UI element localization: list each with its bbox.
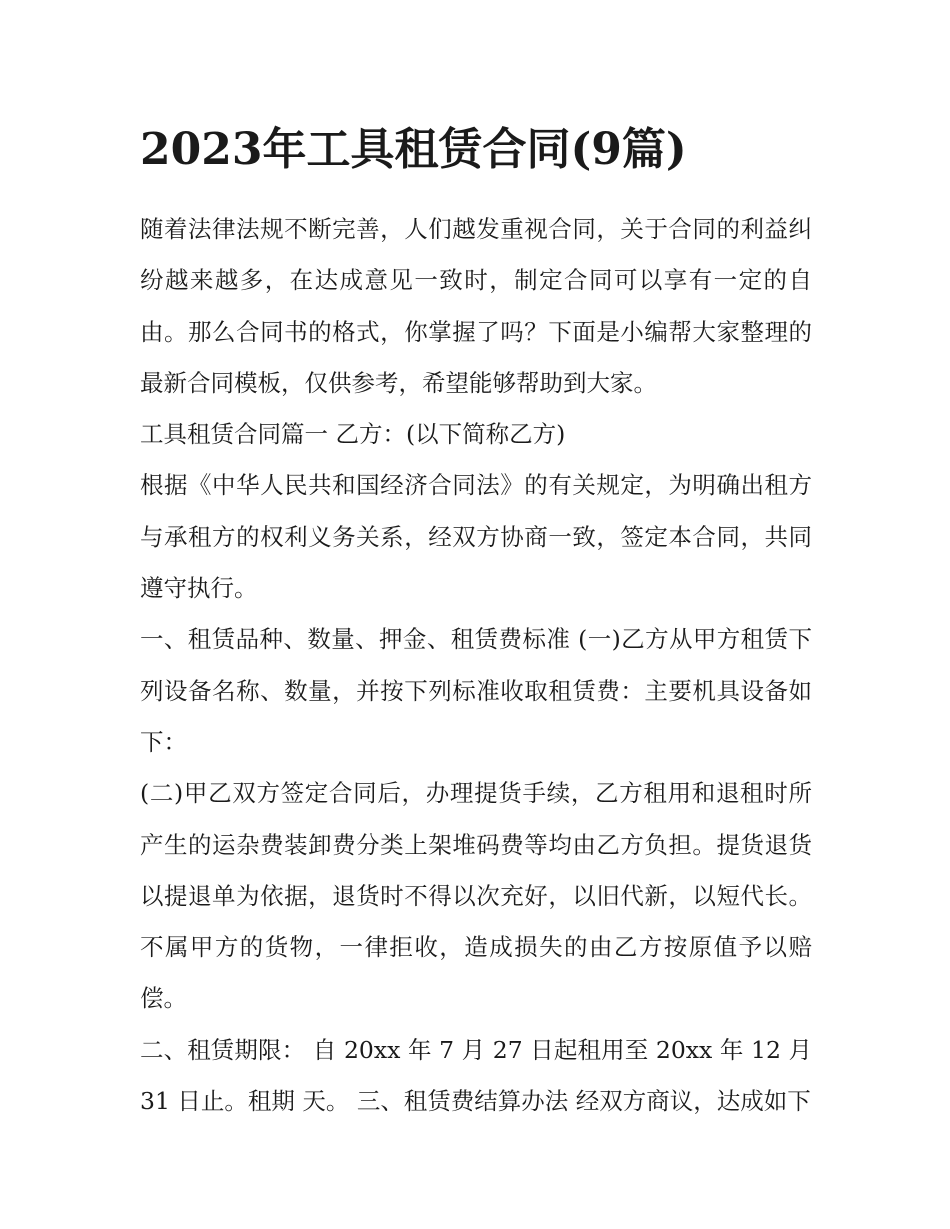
document-page [140, 118, 812, 1127]
document-title: 2023年工具租赁合同(9篇) [140, 124, 687, 175]
clause-two-paragraph: 二、租赁期限： 自 20xx 年 7 月 27 日起租用至 20xx 年 12 月 31 日止。租期 天。 三、租赁费结算办法 经双方商议，达成如下 [140, 1035, 812, 1116]
preamble-paragraph: 根据《中华人民共和国经济合同法》的有关规定，为明确出租方与承租方的权利义务关系，经双方协商一致，签定本合同，共同遵守执行。 [140, 471, 812, 603]
clause-one-paragraph: 一、租赁品种、数量、押金、租赁费标准 (一)乙方从甲方租赁下列设备名称、数量，并按下列标准收取租赁费：主要机具设备如下： [140, 625, 812, 756]
intro-paragraph: 随着法律法规不断完善，人们越发重视合同，关于合同的利益纠纷越来越多，在达成意见一致时，制定合同可以享有一定的自由。那么合同书的格式，你掌握了吗？下面是小编帮大家整理的最新合同模板，仅供参考，希望能够帮助到大家。 [140, 215, 812, 397]
clause-one-sub-two-paragraph: (二)甲乙双方签定合同后，办理提货手续，乙方租用和退租时所产生的运杂费装卸费分类上架堆码费等均由乙方负担。提货退货以提退单为依据，退货时不得以次充好，以旧代新，以短代长。不属甲方的货物，一律拒收，造成损失的由乙方按原值予以赔偿。 [140, 779, 812, 1013]
section-heading-paragraph: 工具租赁合同篇一 乙方：(以下简称乙方) [140, 420, 566, 449]
